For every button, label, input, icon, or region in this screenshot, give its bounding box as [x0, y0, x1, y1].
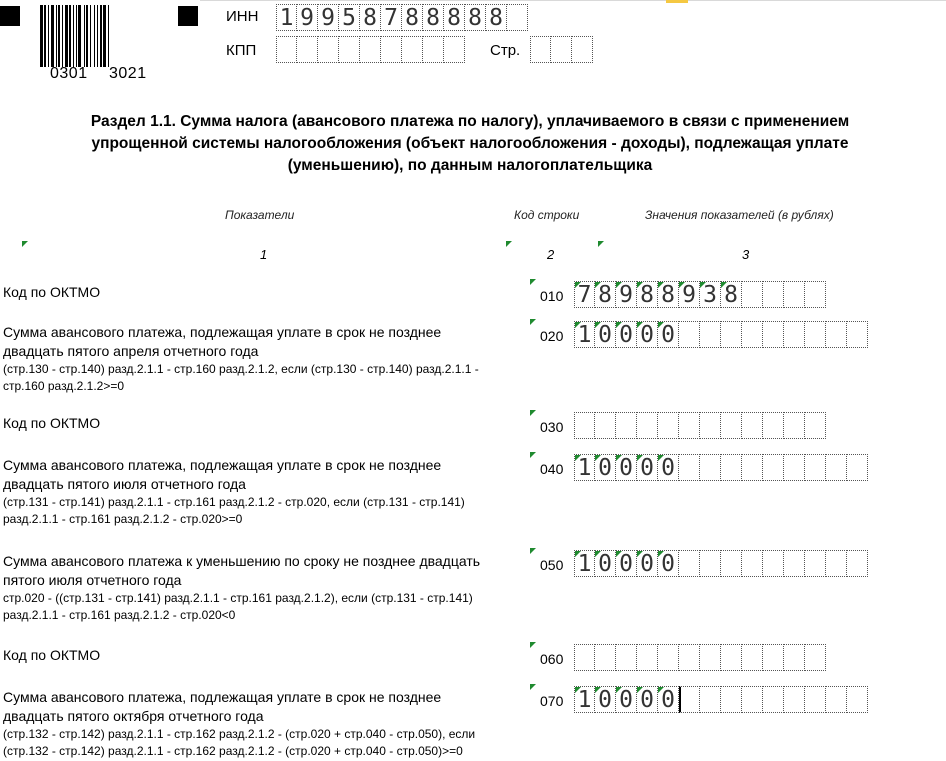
row-formula-line: разд.2.1.1 - стр.161 разд.2.1.2 - стр.020<0 [3, 608, 236, 622]
row-formula [3, 361, 523, 395]
barcode-bar [76, 5, 77, 67]
line-code: 050 [540, 557, 564, 573]
digit-cell[interactable]: 0 [616, 686, 637, 713]
row-formula-line: (стр.132 - стр.142) разд.2.1.1 - стр.162 разд.2.1.2 - (стр.020 + стр.040 - стр.050)>=0 [3, 744, 463, 758]
digit-cell[interactable]: 1 [574, 686, 595, 713]
digit-cell[interactable] [805, 281, 826, 308]
digit-cell[interactable] [721, 644, 742, 671]
section-title-line: упрощенной системы налогообложения (объект налогообложения - доходы), подлежащая уплате [91, 135, 849, 152]
digit-cell[interactable]: 0 [595, 454, 616, 481]
row-formula-line: стр.020 - ((стр.131 - стр.141) разд.2.1.1 - стр.161 разд.2.1.2), если (стр.131 - стр.141) [3, 591, 473, 605]
barcode-bar [69, 5, 71, 67]
column-header-indicators: Показатели [225, 208, 295, 222]
digit-cell[interactable]: 1 [574, 550, 595, 577]
digit-cell[interactable] [616, 644, 637, 671]
column-number-1: 1 [260, 247, 268, 262]
digit-cell[interactable] [700, 644, 721, 671]
digit-cell[interactable]: 7 [574, 281, 595, 308]
digit-cell[interactable]: 0 [658, 454, 679, 481]
row-title-line: Код по ОКТМО [3, 284, 101, 300]
row-title-line: Код по ОКТМО [3, 647, 101, 663]
digit-cell[interactable] [826, 550, 847, 577]
row-title-line: Код по ОКТМО [3, 415, 101, 431]
digit-cell[interactable] [763, 321, 784, 348]
digit-cell[interactable] [700, 321, 721, 348]
digit-cell[interactable]: 0 [595, 686, 616, 713]
row-formula [3, 590, 523, 624]
digit-cell[interactable] [805, 454, 826, 481]
barcode-bar [65, 5, 68, 67]
row-title [3, 323, 523, 395]
digit-cell[interactable]: 8 [721, 281, 742, 308]
digit-cell[interactable] [700, 550, 721, 577]
comment-marker [22, 241, 28, 247]
digit-cell[interactable] [763, 550, 784, 577]
digit-cell[interactable] [551, 36, 572, 63]
barcode-bar [73, 5, 74, 67]
digit-cell[interactable] [700, 454, 721, 481]
row-title-line: Сумма авансового платежа, подлежащая уплате в срок не позднее [3, 457, 442, 473]
digit-cell[interactable] [784, 644, 805, 671]
row-title-line: двадцать пятого июля отчетного года [3, 476, 246, 492]
digit-cell[interactable] [318, 36, 339, 63]
line-code: 060 [540, 651, 564, 667]
kpp-field[interactable] [276, 36, 465, 63]
digit-cell[interactable] [637, 412, 658, 439]
digit-cell[interactable] [784, 412, 805, 439]
barcode-number-left: 0301 [50, 65, 88, 82]
digit-cell[interactable]: 1 [574, 454, 595, 481]
digit-cell[interactable]: 0 [595, 550, 616, 577]
digit-cell[interactable]: 0 [595, 321, 616, 348]
comment-marker [530, 684, 536, 690]
digit-cell[interactable] [763, 644, 784, 671]
line-code: 010 [540, 288, 564, 304]
digit-cell[interactable] [700, 412, 721, 439]
digit-cell[interactable] [742, 281, 763, 308]
digit-cell[interactable] [444, 36, 465, 63]
digit-cell[interactable] [805, 321, 826, 348]
digit-cell[interactable] [721, 454, 742, 481]
digit-cell[interactable] [297, 36, 318, 63]
digit-cell[interactable] [847, 321, 868, 348]
selected-cell-indicator [666, 0, 688, 3]
digit-cell[interactable] [276, 36, 297, 63]
digit-cell[interactable] [763, 454, 784, 481]
digit-cell[interactable] [742, 550, 763, 577]
barcode-bar [86, 5, 88, 67]
digit-cell[interactable]: 0 [658, 550, 679, 577]
page-label: Стр. [490, 42, 521, 59]
digit-cell[interactable] [360, 36, 381, 63]
digit-cell[interactable] [847, 550, 868, 577]
barcode-bar [97, 5, 98, 67]
column-header-values: Значения показателей (в рублях) [645, 208, 834, 222]
digit-cell[interactable] [530, 36, 551, 63]
row-title-line: пятого июля отчетного года [3, 572, 182, 588]
row-title-line: двадцать пятого апреля отчетного года [3, 343, 259, 359]
digit-cell[interactable] [742, 412, 763, 439]
page-number-field[interactable] [530, 36, 593, 63]
row-title [3, 646, 523, 665]
digit-cell[interactable]: 9 [318, 4, 339, 31]
barcode-bar [108, 5, 109, 67]
digit-cell[interactable]: 8 [360, 4, 381, 31]
row-formula-line: (стр.131 - стр.141) разд.2.1.1 - стр.161 разд.2.1.2 - стр.020, если (стр.131 - стр.141) [3, 495, 465, 509]
digit-cell[interactable]: 3 [700, 281, 721, 308]
digit-cell[interactable] [658, 644, 679, 671]
digit-cell[interactable] [616, 412, 637, 439]
digit-cell[interactable] [507, 4, 528, 31]
digit-cell[interactable] [572, 36, 593, 63]
digit-cell[interactable] [805, 686, 826, 713]
comment-marker [530, 279, 536, 285]
digit-cell[interactable] [339, 36, 360, 63]
digit-cell[interactable] [784, 321, 805, 348]
corner-marker-right [178, 6, 198, 26]
digit-cell[interactable] [574, 644, 595, 671]
row-title [3, 283, 523, 302]
digit-cell[interactable] [423, 36, 444, 63]
column-header-line-code: Код строки [514, 208, 580, 222]
digit-cell[interactable]: 8 [444, 4, 465, 31]
barcode-bar [100, 5, 102, 67]
digit-cell[interactable] [742, 454, 763, 481]
barcode-bar [48, 5, 49, 67]
section-title-line: Раздел 1.1. Сумма налога (авансового платежа по налогу), уплачиваемого в связи с применением [90, 113, 850, 130]
digit-cell[interactable]: 9 [679, 281, 700, 308]
column-number-2: 2 [547, 247, 555, 262]
inn-label: ИНН [226, 8, 259, 25]
digit-cell[interactable] [784, 454, 805, 481]
digit-cell[interactable]: 7 [381, 4, 402, 31]
section-title-line: (уменьшению), по данным налогоплательщика [287, 157, 653, 174]
digit-cell[interactable] [721, 321, 742, 348]
digit-cell[interactable] [381, 36, 402, 63]
digit-cell[interactable] [679, 454, 700, 481]
row-formula [3, 494, 523, 528]
digit-cell[interactable]: 9 [616, 281, 637, 308]
digit-cell[interactable]: 8 [465, 4, 486, 31]
value-field-060[interactable] [574, 644, 826, 671]
value-field-050[interactable] [574, 550, 868, 577]
digit-cell[interactable]: 0 [637, 454, 658, 481]
digit-cell[interactable] [847, 454, 868, 481]
barcode-number-right: 3021 [109, 65, 147, 82]
digit-cell[interactable] [763, 686, 784, 713]
comment-marker [506, 241, 512, 247]
digit-cell[interactable]: 0 [637, 550, 658, 577]
digit-cell[interactable]: 0 [658, 686, 679, 713]
digit-cell[interactable]: 8 [402, 4, 423, 31]
line-code: 030 [540, 419, 564, 435]
comment-marker [598, 241, 604, 247]
digit-cell[interactable]: 9 [297, 4, 318, 31]
digit-cell[interactable] [721, 412, 742, 439]
digit-cell[interactable]: 1 [276, 4, 297, 31]
digit-cell[interactable] [784, 686, 805, 713]
digit-cell[interactable]: 0 [616, 321, 637, 348]
digit-cell[interactable]: 8 [658, 281, 679, 308]
comment-marker [530, 642, 536, 648]
digit-cell[interactable] [658, 412, 679, 439]
digit-cell[interactable]: 0 [616, 550, 637, 577]
row-formula-line: стр.160 разд.2.1.2>=0 [3, 379, 125, 393]
barcode-bar [40, 5, 43, 67]
row-formula-line: разд.2.1.1 - стр.161 разд.2.1.2 - стр.020>=0 [3, 512, 243, 526]
comment-marker [530, 319, 536, 325]
row-title [3, 552, 523, 624]
row-title [3, 456, 523, 528]
barcode-bar [62, 5, 63, 67]
row-formula-line: (стр.132 - стр.142) разд.2.1.1 - стр.162 разд.2.1.2 - (стр.020 + стр.040 - стр.050), если [3, 727, 476, 741]
barcode-bar [51, 5, 54, 67]
digit-cell[interactable] [637, 644, 658, 671]
row-title [3, 688, 523, 760]
comment-marker [530, 452, 536, 458]
barcode-bar [103, 5, 106, 67]
inn-field[interactable] [276, 4, 528, 31]
digit-cell[interactable] [679, 686, 700, 713]
digit-cell[interactable] [595, 644, 616, 671]
digit-cell[interactable]: 8 [637, 281, 658, 308]
section-title [30, 111, 910, 177]
sheet-grid-top [200, 0, 946, 1]
barcode-bar [56, 5, 57, 67]
digit-cell[interactable] [742, 644, 763, 671]
digit-cell[interactable]: 5 [339, 4, 360, 31]
value-field-070[interactable] [574, 686, 868, 713]
kpp-label: КПП [226, 42, 257, 59]
row-title-line: двадцать пятого октября отчетного года [3, 708, 264, 724]
digit-cell[interactable] [574, 412, 595, 439]
line-code: 070 [540, 693, 564, 709]
digit-cell[interactable] [805, 550, 826, 577]
comment-marker [530, 548, 536, 554]
digit-cell[interactable] [679, 550, 700, 577]
value-field-020[interactable] [574, 321, 868, 348]
digit-cell[interactable] [826, 454, 847, 481]
digit-cell[interactable] [784, 281, 805, 308]
digit-cell[interactable] [763, 281, 784, 308]
digit-cell[interactable] [847, 686, 868, 713]
digit-cell[interactable] [826, 321, 847, 348]
digit-cell[interactable] [784, 550, 805, 577]
digit-cell[interactable] [826, 686, 847, 713]
digit-cell[interactable] [721, 550, 742, 577]
row-title [3, 414, 523, 433]
digit-cell[interactable]: 0 [658, 321, 679, 348]
digit-cell[interactable]: 8 [486, 4, 507, 31]
barcode-bar [94, 5, 95, 67]
digit-cell[interactable] [721, 686, 742, 713]
row-title-line: Сумма авансового платежа, подлежащая уплате в срок не позднее [3, 324, 442, 340]
barcode-bar [84, 5, 85, 67]
digit-cell[interactable]: 8 [423, 4, 444, 31]
digit-cell[interactable] [805, 644, 826, 671]
digit-cell[interactable] [679, 412, 700, 439]
value-field-030[interactable] [574, 412, 826, 439]
row-title-line: Сумма авансового платежа, подлежащая уплате в срок не позднее [3, 689, 442, 705]
digit-cell[interactable] [742, 321, 763, 348]
digit-cell[interactable] [763, 412, 784, 439]
line-code: 020 [540, 328, 564, 344]
digit-cell[interactable]: 0 [637, 686, 658, 713]
digit-cell[interactable] [402, 36, 423, 63]
digit-cell[interactable]: 0 [637, 321, 658, 348]
barcode [40, 5, 150, 65]
row-title-line: Сумма авансового платежа к уменьшению по сроку не позднее двадцать [3, 553, 481, 569]
digit-cell[interactable] [679, 321, 700, 348]
barcode-bar [90, 5, 91, 67]
barcode-bar [44, 5, 46, 67]
corner-marker-left [0, 6, 20, 26]
comment-marker [530, 410, 536, 416]
column-number-3: 3 [742, 247, 750, 262]
digit-cell[interactable] [700, 686, 721, 713]
row-formula-line: (стр.130 - стр.140) разд.2.1.1 - стр.160 разд.2.1.2, если (стр.130 - стр.140) разд.2.1.1 - [3, 362, 479, 376]
line-code: 040 [540, 461, 564, 477]
digit-cell[interactable] [595, 412, 616, 439]
value-field-040[interactable] [574, 454, 868, 481]
digit-cell[interactable]: 1 [574, 321, 595, 348]
row-formula [3, 726, 523, 760]
digit-cell[interactable]: 8 [595, 281, 616, 308]
barcode-bar [78, 5, 81, 67]
digit-cell[interactable]: 0 [616, 454, 637, 481]
value-field-010[interactable] [574, 281, 826, 308]
digit-cell[interactable] [679, 644, 700, 671]
barcode-bar [58, 5, 60, 67]
digit-cell[interactable] [742, 686, 763, 713]
digit-cell[interactable] [805, 412, 826, 439]
